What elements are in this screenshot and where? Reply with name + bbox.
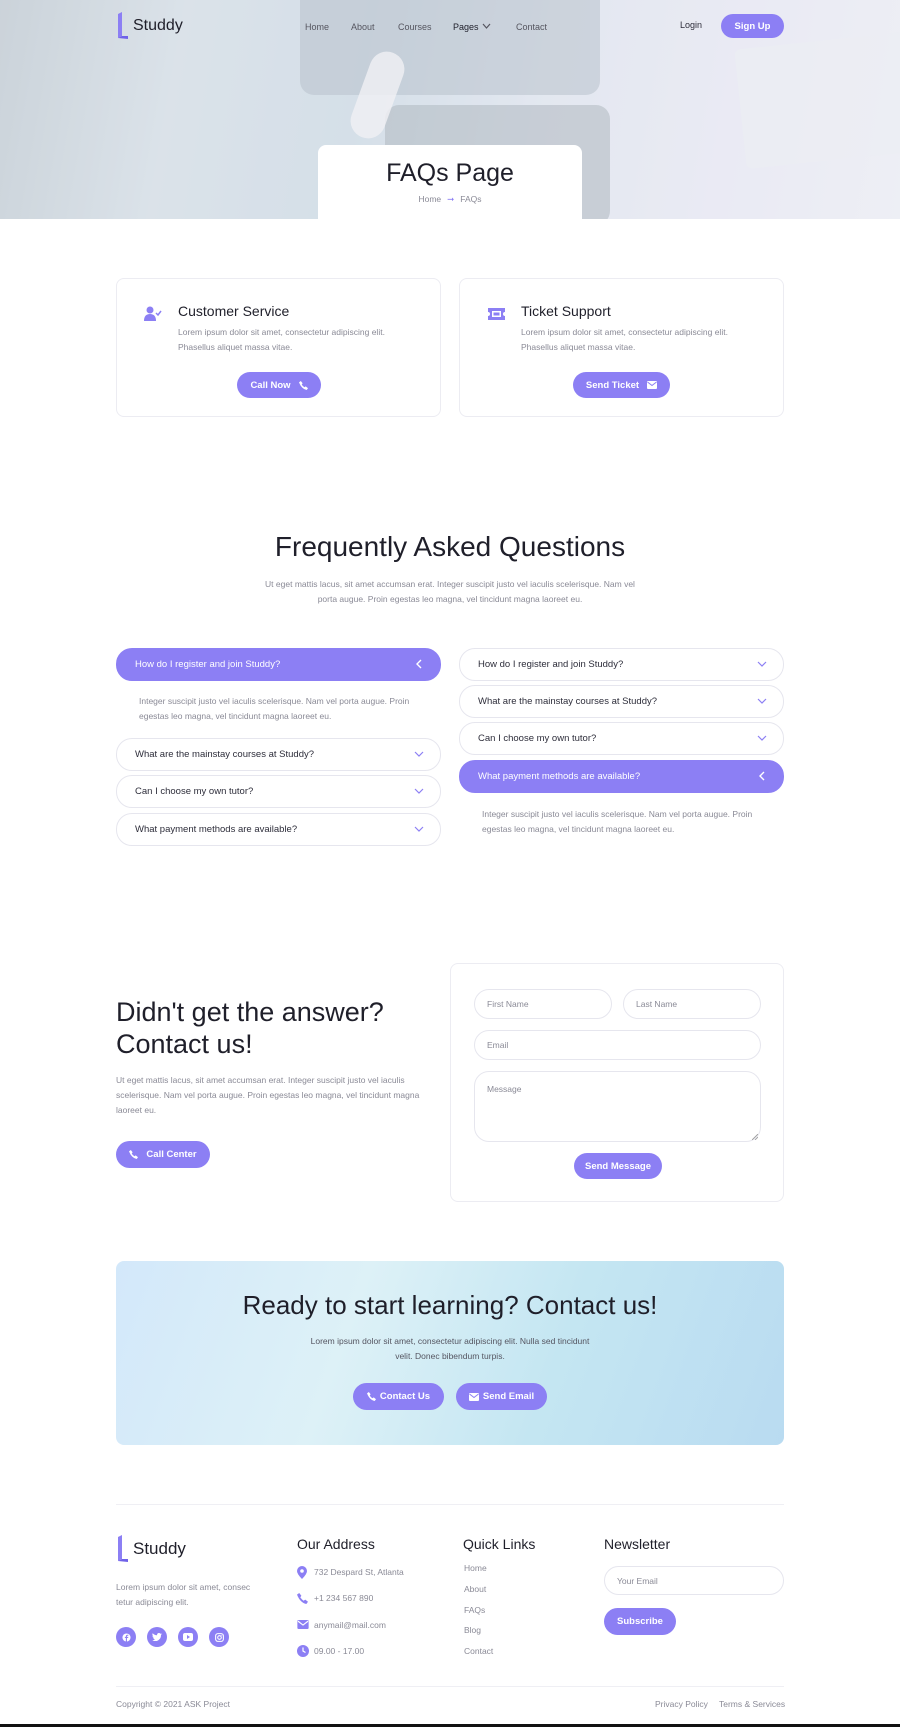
instagram-button[interactable] — [209, 1627, 229, 1647]
contact-title-line2: Contact us! — [116, 1029, 253, 1059]
footer-link-faqs[interactable]: FAQs — [464, 1605, 486, 1615]
faq-right-answer-line1: Integer suscipit justo vel iaculis scelerisque. Nam vel porta augue. Proin — [482, 809, 753, 819]
phone-icon — [129, 1150, 138, 1159]
footer-address: 732 Despard St, Atlanta — [314, 1567, 404, 1577]
ticket-support-title: Ticket Support — [521, 303, 611, 319]
phone-icon — [367, 1392, 376, 1401]
faq-question: What are the mainstay courses at Studdy? — [135, 749, 315, 760]
faq-right-answer-line2: egestas leo magna, vel tincidunt magna laoreet eu. — [482, 824, 675, 834]
faq-title: Frequently Asked Questions — [274, 531, 626, 562]
ticket-support-text: Lorem ipsum dolor sit amet, consectetur adipiscing elit. Phasellus aliquet massa vitae. — [521, 327, 728, 352]
contact-title-line1: Didn't get the answer? — [116, 997, 384, 1027]
terms-link[interactable]: Terms & Services — [719, 1699, 786, 1709]
phone-icon — [297, 1593, 308, 1604]
phone-icon — [299, 381, 308, 390]
message-textarea[interactable]: Message — [474, 1071, 761, 1142]
page-title: FAQs Page — [386, 159, 514, 187]
contact-text-line2: scelerisque. Nam vel porta augue. Proin egestas leo magna, vel tincidunt magna — [116, 1090, 420, 1100]
chevron-down-icon — [757, 733, 767, 743]
youtube-button[interactable] — [178, 1627, 198, 1647]
cta-text-line1: Lorem ipsum dolor sit amet, consectetur adipiscing elit. Nulla sed tincidunt — [310, 1336, 590, 1346]
faq-left-item-2[interactable] — [116, 738, 441, 771]
contact-form — [450, 963, 784, 1202]
contact-title — [116, 996, 384, 1060]
email-input[interactable]: Email — [474, 1030, 761, 1060]
chevron-down-icon — [414, 749, 424, 759]
nav-pages[interactable]: Pages — [453, 22, 479, 32]
send-ticket-button[interactable] — [573, 372, 670, 398]
footer-link-home[interactable]: Home — [464, 1563, 487, 1573]
send-email-label: Send Email — [482, 1391, 535, 1402]
footer-logo-text: Studdy — [133, 1539, 186, 1558]
privacy-policy-link[interactable]: Privacy Policy — [655, 1699, 708, 1709]
faq-question: What payment methods are available? — [135, 824, 298, 835]
footer-divider-bottom — [116, 1686, 784, 1687]
nav-home[interactable]: Home — [305, 22, 330, 32]
nav-courses[interactable]: Courses — [398, 22, 432, 32]
faq-subtitle-line1: Ut eget mattis lacus, sit amet accumsan erat. Integer suscipit justo vel iaculis scelerisque. Nam vel — [265, 579, 635, 589]
customer-service-card — [116, 278, 441, 417]
customer-service-title: Customer Service — [178, 303, 290, 319]
footer-divider-top — [116, 1504, 784, 1505]
copyright: Copyright © 2021 ASK Project — [116, 1699, 230, 1709]
facebook-icon — [122, 1633, 131, 1642]
footer-phone: +1 234 567 890 — [314, 1593, 374, 1603]
faq-left-item-3[interactable] — [116, 775, 441, 808]
faq-right-item-1[interactable] — [459, 648, 784, 681]
arrow-right-icon: ➞ — [447, 194, 455, 204]
send-message-button[interactable]: Send Message — [574, 1153, 662, 1179]
nav-contact[interactable]: Contact — [516, 22, 548, 32]
first-name-input[interactable]: First Name — [474, 989, 612, 1019]
chevron-down-icon — [414, 824, 424, 834]
footer-about-line1: Lorem ipsum dolor sit amet, consec — [116, 1582, 251, 1592]
faq-question: What are the mainstay courses at Studdy? — [478, 696, 658, 707]
last-name-input[interactable]: Last Name — [623, 989, 761, 1019]
call-now-label: Call Now — [250, 379, 291, 391]
footer-about-line2: tetur adipiscing elit. — [116, 1597, 189, 1607]
instagram-icon — [215, 1633, 224, 1642]
newsletter-email-input[interactable]: Your Email — [604, 1566, 784, 1595]
footer-link-blog[interactable]: Blog — [464, 1625, 482, 1635]
breadcrumb-home[interactable]: Home — [418, 194, 442, 204]
login-link[interactable]: Login — [680, 20, 703, 30]
envelope-icon — [297, 1620, 309, 1629]
youtube-icon — [183, 1633, 193, 1641]
ticket-support-card — [459, 278, 784, 417]
faq-left-answer-line2: egestas leo magna, vel tincidunt magna laoreet eu. — [139, 711, 332, 721]
send-ticket-label: Send Ticket — [585, 379, 640, 391]
twitter-icon — [152, 1633, 162, 1641]
call-now-button[interactable] — [237, 372, 321, 398]
logo-book-icon — [116, 1533, 130, 1565]
call-center-button[interactable] — [116, 1141, 210, 1168]
chevron-down-icon — [757, 659, 767, 669]
cta-title: Ready to start learning? Contact us! — [242, 1290, 658, 1320]
clock-icon — [297, 1645, 309, 1657]
footer-address-title: Our Address — [297, 1536, 375, 1552]
nav-about[interactable]: About — [351, 22, 375, 32]
logo-book-icon — [116, 12, 130, 40]
chevron-down-icon — [414, 786, 424, 796]
facebook-button[interactable] — [116, 1627, 136, 1647]
faq-right-item-3[interactable] — [459, 722, 784, 755]
faq-question: How do I register and join Studdy? — [478, 659, 624, 670]
map-pin-icon — [297, 1566, 307, 1579]
footer-newsletter-title: Newsletter — [604, 1536, 671, 1552]
chevron-left-icon — [414, 659, 424, 669]
contact-text-line3: laoreet eu. — [116, 1105, 157, 1115]
faq-question: Can I choose my own tutor? — [135, 786, 254, 797]
breadcrumb — [318, 194, 582, 205]
chevron-left-icon — [757, 771, 767, 781]
faq-left-answer-line1: Integer suscipit justo vel iaculis scelerisque. Nam vel porta augue. Proin — [139, 696, 410, 706]
faq-right-item-4[interactable] — [459, 760, 784, 793]
envelope-icon — [647, 381, 657, 389]
cta-text-line2: velit. Donec bibendum turpis. — [395, 1351, 505, 1361]
customer-service-text: Lorem ipsum dolor sit amet, consectetur adipiscing elit. Phasellus aliquet massa vitae. — [178, 327, 385, 352]
page-title-card — [318, 145, 582, 219]
send-email-button[interactable] — [456, 1383, 547, 1410]
resize-handle-icon[interactable] — [752, 1134, 758, 1140]
faq-subtitle-line2: porta augue. Proin egestas leo magna, vel tincidunt magna laoreet eu. — [317, 594, 583, 604]
contact-text-line1: Ut eget mattis lacus, sit amet accumsan erat. Integer suscipit justo vel iaculis — [116, 1075, 405, 1085]
faq-question: What payment methods are available? — [478, 771, 641, 782]
call-center-label: Call Center — [146, 1149, 197, 1160]
faq-right-item-2[interactable] — [459, 685, 784, 718]
user-check-icon — [144, 306, 162, 322]
chevron-down-icon[interactable] — [482, 23, 491, 30]
faq-left-item-1[interactable] — [116, 648, 441, 681]
ticket-icon — [488, 308, 505, 320]
envelope-icon — [469, 1393, 479, 1401]
footer-logo[interactable] — [116, 1533, 186, 1565]
contact-us-button[interactable] — [353, 1383, 444, 1410]
faq-question: Can I choose my own tutor? — [478, 733, 597, 744]
footer-link-contact[interactable]: Contact — [464, 1646, 494, 1656]
breadcrumb-current: FAQs — [460, 194, 482, 204]
logo[interactable] — [116, 12, 183, 40]
faq-question: How do I register and join Studdy? — [135, 659, 281, 670]
contact-us-label: Contact Us — [379, 1391, 431, 1402]
footer-links-title: Quick Links — [463, 1536, 536, 1552]
twitter-button[interactable] — [147, 1627, 167, 1647]
signup-button[interactable]: Sign Up — [721, 14, 784, 38]
footer-link-about[interactable]: About — [464, 1584, 487, 1594]
subscribe-button[interactable]: Subscribe — [604, 1608, 676, 1635]
footer-email: anymail@mail.com — [314, 1620, 386, 1630]
chevron-down-icon — [757, 696, 767, 706]
faq-left-item-4[interactable] — [116, 813, 441, 846]
cta-banner — [116, 1261, 784, 1445]
logo-text: Studdy — [133, 17, 183, 34]
footer-hours: 09.00 - 17.00 — [314, 1646, 365, 1656]
